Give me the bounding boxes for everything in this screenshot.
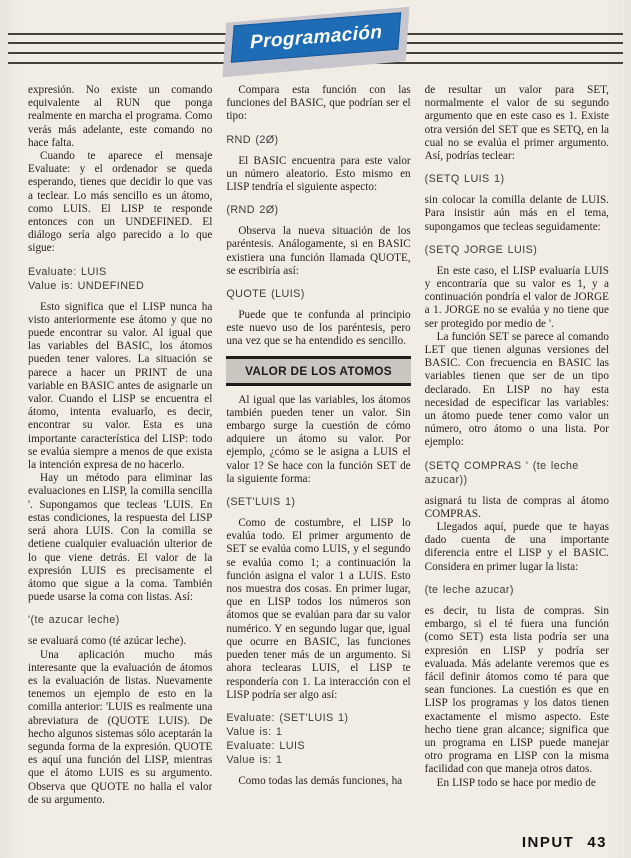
code-line: RND (2Ø) <box>226 133 279 146</box>
code-block <box>28 265 212 293</box>
code-block <box>425 172 609 186</box>
code-line: (RND 2Ø) <box>226 204 279 217</box>
paragraph: Al igual que las variables, los átomos también pueden tener un valor. Sin embargo surge la cuestión de cómo adquiere un átomo su valor. Por ejemplo, ¿cómo se le asigna a LUIS el valor 1? Se hace con la función SET de la siguiente forma: <box>226 393 411 485</box>
paragraph: expresión. No existe un comando equivalente al RUN que ponga realmente en marcha el programa. Como verás más adelante, este comando no hace falta. <box>28 84 213 149</box>
code-line: Evaluate: (SET'LUIS 1) <box>226 711 349 724</box>
code-block <box>28 613 212 627</box>
paragraph: Una aplicación mucho más interesante que la evaluación de átomos es la evaluación de listas. Nuevamente tenemos un ejemplo de esto en la comilla anterior: 'LUIS es realmente una abreviatura de (QUOTE LUIS). De hecho algunos sistemas sólo aceptarán la segunda forma de la expresión. QUOTE es aquí una función del LISP, mientras que el átomo LUIS es su argumento. Observa que QUOTE no halla el valor de su argumento. <box>28 648 213 806</box>
code-line: Value is: 1 <box>226 725 283 738</box>
code-line: QUOTE (LUIS) <box>226 288 305 301</box>
page-number: 43 <box>587 834 607 851</box>
code-block <box>226 711 410 767</box>
paragraph: se evaluará como (té azúcar leche). <box>28 635 187 648</box>
code-line: (SETQ LUIS 1) <box>424 173 505 186</box>
column-2 <box>226 84 410 836</box>
code-block <box>226 203 410 217</box>
paragraph: Llegados aquí, puede que te hayas dado cuenta de una importante diferencia entre el LISP y el BASIC. Considera en primer lugar la lista: <box>424 521 609 573</box>
code-line: (SET'LUIS 1) <box>226 496 296 509</box>
code-line: Value is: 1 <box>226 753 283 766</box>
code-block <box>226 133 410 147</box>
paragraph: Hay un método para eliminar las evaluaciones en LISP, la comilla sencilla '. Supongamos que tecleas 'LUIS. En estas condiciones, la respuesta del LISP será ahora LUIS. Con la comilla se detiene cualquier evaluación ulterior de lo que viene detrás. El valor de la expresión LUIS es precisamente el átomo que sigue a la coma. También puede usarse la coma con listas. Así: <box>28 472 213 604</box>
code-line: Value is: UNDEFINED <box>28 279 145 292</box>
code-block <box>425 243 609 257</box>
paragraph: Puede que te confunda al principio este nuevo uso de los paréntesis, pero una vez que se ha entendido es sencillo. <box>226 309 411 348</box>
column-1 <box>28 84 212 836</box>
paragraph: de resultar un valor para SET, normalmente el valor de su segundo argumento que en este caso es 1. Existe otra versión del SET que es SETQ, en la cual no se evalúa el primer argumento. Así, podrías teclear: <box>424 84 609 163</box>
section-heading: VALOR DE LOS ATOMOS <box>226 356 410 386</box>
section-badge-label: Programación <box>249 21 382 53</box>
paragraph: es decir, tu lista de compras. Sin embargo, si el té fuera una función (como SET) esta lista podría ser una expresión en LISP y podría ser evaluada. Más adelante veremos que es fácil definir átomos como té para que sean funciones. La cuestión es que en LISP los programas y los datos tienen exactamente el mismo aspecto. Este hecho tiene gran alcance; significa que un programa en LISP puede manejar otro programa en LISP con la misma facilidad con que maneja otros datos. <box>424 604 609 776</box>
paragraph: Como de costumbre, el LISP lo evalúa todo. El primer argumento de SET se evalúa como LUIS, y el segundo se evalúa como 1; a continuación la función asigna el valor 1 a LUIS. Esto nos muestra dos cosas. En primer lugar, que en LISP todos los números son átomos que se evalúan para dar su valor numérico. Y en segundo lugar que, igual que ocurre en BASIC, las funciones pueden tener más de un argumento. Si ahora teclearas LUIS, el LISP te respondería con 1. La interacción con el LISP podría ser algo así: <box>226 517 411 701</box>
code-block <box>425 459 609 487</box>
paragraph: Cuando te aparece el mensaje Evaluate: y el ordenador se queda esperando, tienes que decidir lo que vas a teclear. Lo más sencillo es un átomo, como LUIS. El LISP te responde entonces con un UNDEFINED. El diálogo sería algo parecido a lo que sigue: <box>28 150 213 255</box>
paragraph: La función SET se parece al comando LET que tienen algunas versiones del BASIC. Con frecuencia en BASIC las variables tienen que ser de un tipo declarado. En LISP no hay esta necesidad de especificar las variables: un átomo puede tener como valor un número, otro átomo o una lista. Por ejemplo: <box>424 330 609 449</box>
code-line: azucar)) <box>424 473 468 486</box>
code-line: Evaluate: LUIS <box>28 265 107 278</box>
code-block <box>226 495 410 509</box>
code-line: Evaluate: LUIS <box>226 739 305 752</box>
code-line: (te leche azucar) <box>424 583 514 596</box>
masthead <box>0 0 631 84</box>
paragraph: Compara esta función con las funciones del BASIC, que podrían ser el tipo: <box>226 84 411 123</box>
paragraph: El BASIC encuentra para este valor un número aleatorio. Esto mismo en LISP tendría el siguiente aspecto: <box>226 154 411 194</box>
paragraph: asignará tu lista de compras al átomo COMPRAS. <box>424 494 609 520</box>
code-line: '(te azucar leche) <box>28 614 120 627</box>
paragraph: En LISP todo se hace por medio de <box>436 776 596 789</box>
article-body <box>28 84 609 836</box>
magazine-logo: INPUT <box>521 834 575 851</box>
paragraph: sin colocar la comilla delante de LUIS. Para insistir aún más en el tema, supongamos que tecleas seguidamente: <box>424 194 609 233</box>
code-line: (SETQ COMPRAS ' (te leche <box>424 459 579 472</box>
paragraph: Observa la nueva situación de los paréntesis. Análogamente, si en BASIC existiera una función llamada QUOTE, se escribiría así: <box>226 225 411 277</box>
column-3 <box>425 84 609 836</box>
paragraph: En este caso, el LISP evaluaría LUIS y encontraría que su valor es 1, y a continuación pondría el valor de JORGE a 1. JORGE no se evalúa y no tiene que ser protegido por medio de '. <box>424 264 609 330</box>
page-footer <box>522 834 607 851</box>
paragraph: Como todas las demás funciones, ha <box>238 774 403 787</box>
code-block <box>425 583 609 597</box>
paragraph: Esto significa que el LISP nunca ha visto anteriormente ese átomo y que no puede encontrar su valor. Al igual que las variables del BASIC, los átomos pueden tener valores. La situación se parece a hacer un PRINT de una variable en BASIC antes de asignarle un valor. Cuando el LISP se encuentra el átomo, intenta evaluarlo, es decir, encontrar su valor. Esta es una importante característica del LISP: todo se evalúa siempre a menos de que exista la intención expresa de no hacerlo. <box>28 300 213 472</box>
code-line: (SETQ JORGE LUIS) <box>424 243 538 256</box>
code-block <box>226 287 410 301</box>
